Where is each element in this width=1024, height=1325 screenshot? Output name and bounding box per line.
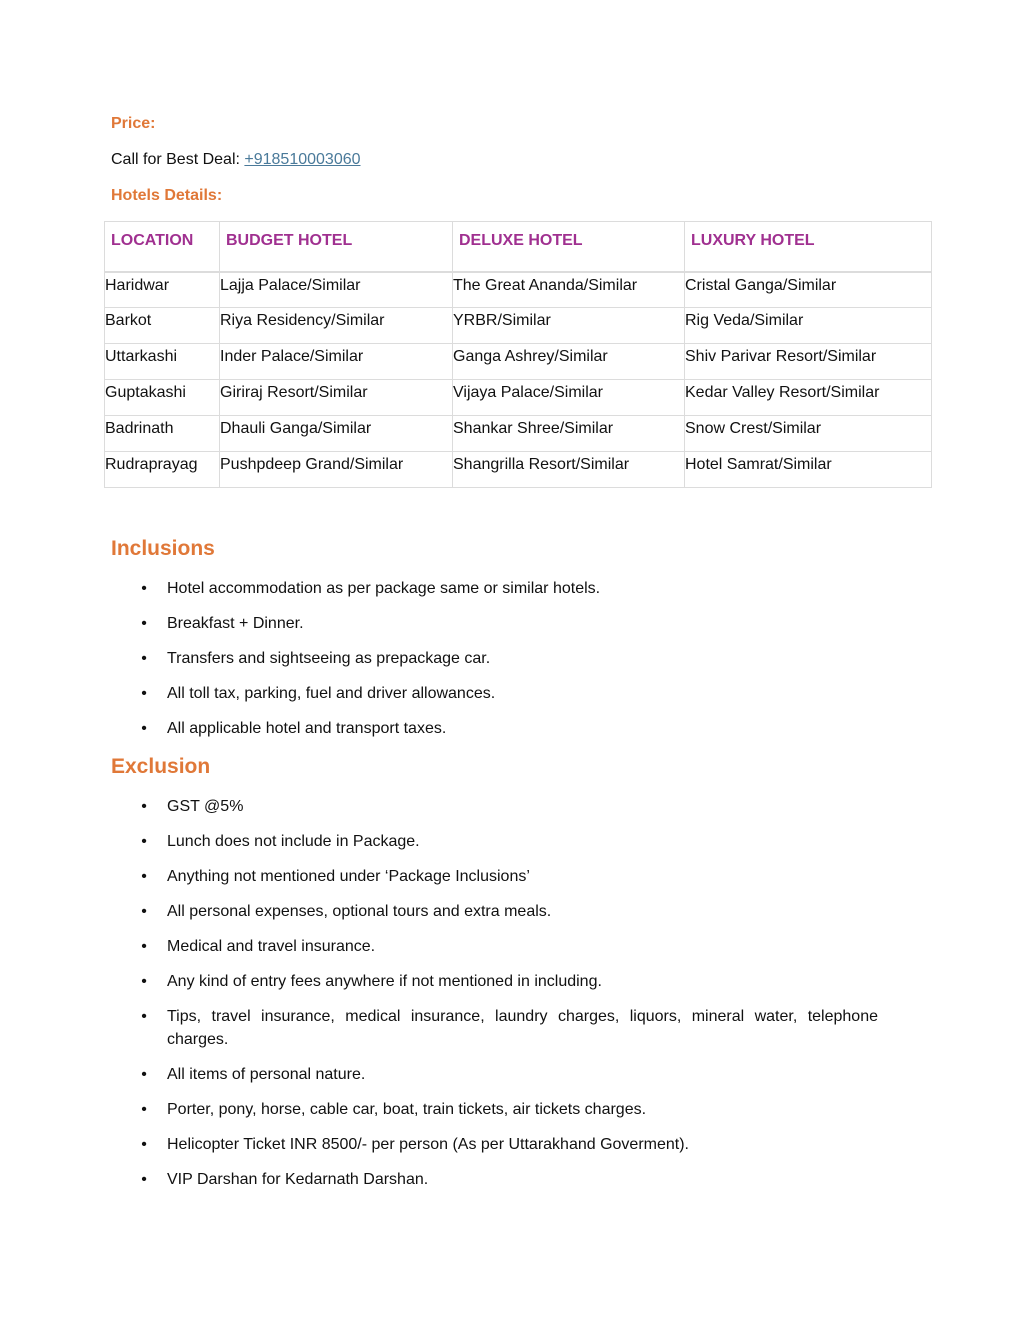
- location-cell: Rudraprayag: [105, 452, 220, 488]
- header-deluxe-hotel: DELUXE HOTEL: [453, 222, 685, 272]
- luxury-hotel-cell: Hotel Samrat/Similar: [685, 452, 932, 488]
- hotels-table: [104, 221, 932, 488]
- location-cell: Uttarkashi: [105, 344, 220, 380]
- inclusions-heading: Inclusions: [111, 537, 215, 560]
- list-item: [138, 865, 878, 888]
- bullet-icon: •: [141, 833, 147, 850]
- hotels-details-label: Hotels Details:: [111, 187, 223, 204]
- bullet-icon: •: [141, 938, 147, 955]
- list-item: [138, 935, 878, 958]
- table-row: [105, 416, 932, 452]
- inclusion-text: All toll tax, parking, fuel and driver allowances.: [167, 685, 496, 702]
- exclusion-text: Porter, pony, horse, cable car, boat, train tickets, air tickets charges.: [167, 1101, 647, 1118]
- table-row: [105, 344, 932, 380]
- bullet-icon: •: [141, 650, 147, 667]
- phone-link[interactable]: +918510003060: [244, 151, 361, 168]
- table-row: [105, 452, 932, 488]
- budget-hotel-cell: Pushpdeep Grand/Similar: [220, 452, 453, 488]
- list-item: [138, 612, 878, 635]
- exclusion-text: Tips, travel insurance, medical insurance, laundry charges, liquors, mineral water, telephone charges.: [167, 1008, 878, 1048]
- bullet-icon: •: [141, 903, 147, 920]
- bullet-icon: •: [141, 685, 147, 702]
- header-budget-hotel: BUDGET HOTEL: [220, 222, 453, 272]
- inclusion-text: All applicable hotel and transport taxes.: [167, 720, 447, 737]
- exclusion-text: Medical and travel insurance.: [167, 938, 376, 955]
- deluxe-hotel-cell: YRBR/Similar: [453, 308, 685, 344]
- exclusion-text: Lunch does not include in Package.: [167, 833, 420, 850]
- budget-hotel-cell: Dhauli Ganga/Similar: [220, 416, 453, 452]
- location-cell: Barkot: [105, 308, 220, 344]
- list-item: [138, 647, 878, 670]
- budget-hotel-cell: Lajja Palace/Similar: [220, 272, 453, 308]
- exclusion-text: VIP Darshan for Kedarnath Darshan.: [167, 1171, 429, 1188]
- table-row: [105, 308, 932, 344]
- list-item: [138, 577, 878, 600]
- list-item: [138, 795, 878, 818]
- call-for-deal-line: [111, 151, 361, 169]
- luxury-hotel-cell: Snow Crest/Similar: [685, 416, 932, 452]
- deluxe-hotel-cell: Shankar Shree/Similar: [453, 416, 685, 452]
- deluxe-hotel-cell: Ganga Ashrey/Similar: [453, 344, 685, 380]
- luxury-hotel-cell: Cristal Ganga/Similar: [685, 272, 932, 308]
- exclusion-text: All personal expenses, optional tours and extra meals.: [167, 903, 552, 920]
- luxury-hotel-cell: Rig Veda/Similar: [685, 308, 932, 344]
- table-row: [105, 272, 932, 308]
- deluxe-hotel-cell: Vijaya Palace/Similar: [453, 380, 685, 416]
- price-label: Price:: [111, 115, 156, 132]
- table-row: [105, 380, 932, 416]
- inclusion-text: Transfers and sightseeing as prepackage car.: [167, 650, 491, 667]
- budget-hotel-cell: Riya Residency/Similar: [220, 308, 453, 344]
- exclusion-text: All items of personal nature.: [167, 1066, 366, 1083]
- table-header-row: [105, 222, 932, 272]
- bullet-icon: •: [141, 1008, 147, 1025]
- exclusion-list: [138, 795, 878, 1203]
- location-cell: Haridwar: [105, 272, 220, 308]
- luxury-hotel-cell: Shiv Parivar Resort/Similar: [685, 344, 932, 380]
- list-item: [138, 1133, 878, 1156]
- exclusion-text: Helicopter Ticket INR 8500/- per person (As per Uttarakhand Goverment).: [167, 1136, 689, 1153]
- location-cell: Guptakashi: [105, 380, 220, 416]
- bullet-icon: •: [141, 798, 147, 815]
- exclusion-text: GST @5%: [167, 798, 244, 815]
- list-item: [138, 900, 878, 923]
- list-item: [138, 1168, 878, 1191]
- exclusion-text: Anything not mentioned under ‘Package Inclusions’: [167, 868, 530, 885]
- bullet-icon: •: [141, 868, 147, 885]
- list-item: [138, 682, 878, 705]
- bullet-icon: •: [141, 1066, 147, 1083]
- bullet-icon: •: [141, 615, 147, 632]
- bullet-icon: •: [141, 720, 147, 737]
- bullet-icon: •: [141, 580, 147, 597]
- exclusion-text: Any kind of entry fees anywhere if not mentioned in including.: [167, 973, 602, 990]
- list-item: [138, 1063, 878, 1086]
- bullet-icon: •: [141, 1101, 147, 1118]
- bullet-icon: •: [141, 1136, 147, 1153]
- header-luxury-hotel: LUXURY HOTEL: [685, 222, 932, 272]
- deluxe-hotel-cell: Shangrilla Resort/Similar: [453, 452, 685, 488]
- location-cell: Badrinath: [105, 416, 220, 452]
- exclusion-heading: Exclusion: [111, 755, 211, 778]
- list-item: [138, 1005, 878, 1051]
- inclusion-text: Hotel accommodation as per package same or similar hotels.: [167, 580, 601, 597]
- list-item: [138, 970, 878, 993]
- list-item: [138, 717, 878, 740]
- luxury-hotel-cell: Kedar Valley Resort/Similar: [685, 380, 932, 416]
- budget-hotel-cell: Giriraj Resort/Similar: [220, 380, 453, 416]
- call-for-deal-text: Call for Best Deal:: [111, 151, 245, 168]
- bullet-icon: •: [141, 973, 147, 990]
- inclusions-list: [138, 577, 878, 752]
- bullet-icon: •: [141, 1171, 147, 1188]
- budget-hotel-cell: Inder Palace/Similar: [220, 344, 453, 380]
- list-item: [138, 1098, 878, 1121]
- list-item: [138, 830, 878, 853]
- header-location: LOCATION: [105, 222, 220, 272]
- deluxe-hotel-cell: The Great Ananda/Similar: [453, 272, 685, 308]
- inclusion-text: Breakfast + Dinner.: [167, 615, 304, 632]
